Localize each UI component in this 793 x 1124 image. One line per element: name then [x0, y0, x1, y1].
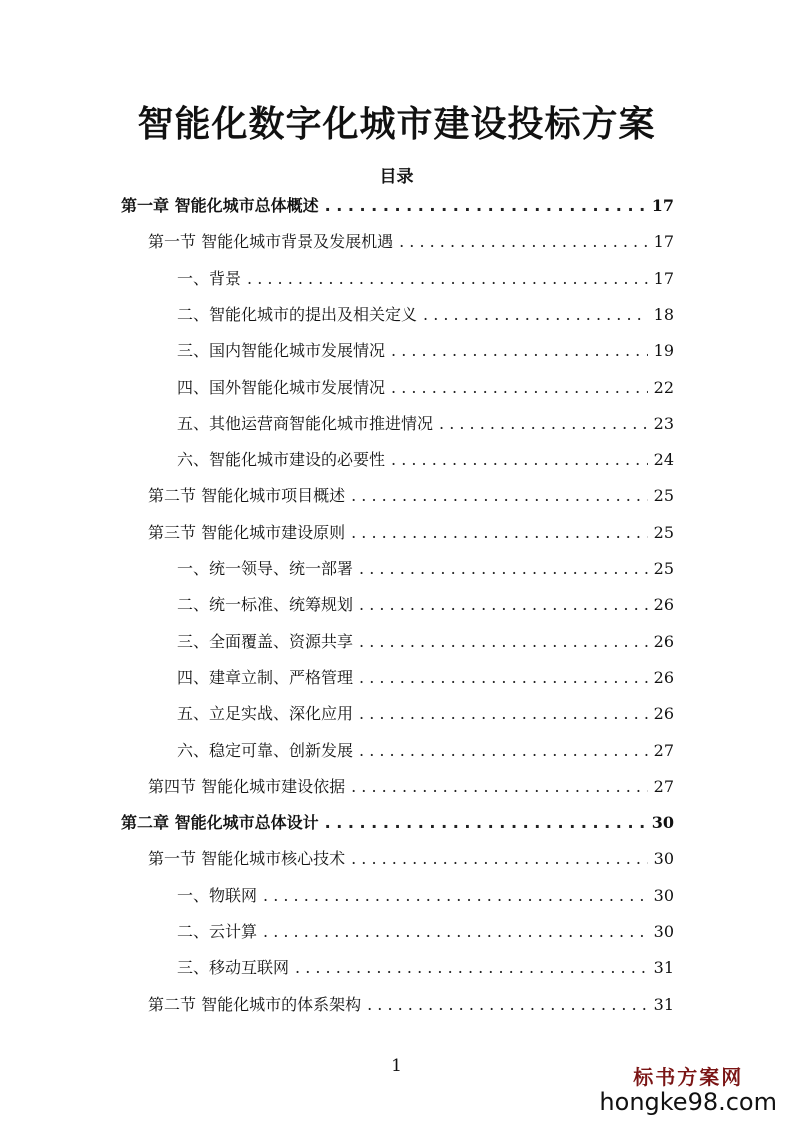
toc-entry-page: 22	[653, 377, 674, 397]
toc-entry[interactable]	[177, 912, 674, 942]
toc-entry-page: 30	[653, 849, 674, 869]
toc-dot-leader	[391, 341, 648, 361]
toc-entry[interactable]	[121, 803, 674, 833]
toc-entry-page: 23	[653, 413, 674, 433]
toc-entry-page: 17	[651, 196, 674, 215]
toc-dot-leader	[351, 849, 648, 869]
toc-entry[interactable]	[148, 222, 674, 252]
toc-entry[interactable]	[148, 985, 674, 1015]
toc-entry-page: 26	[653, 704, 674, 724]
toc-dot-leader	[399, 232, 648, 252]
toc-entry-page: 26	[653, 595, 674, 615]
toc-entry-page: 19	[653, 341, 674, 361]
watermark-url: hongke98.com	[599, 1088, 777, 1116]
toc-entry[interactable]	[177, 585, 674, 615]
toc-heading: 目录	[379, 167, 414, 187]
toc-entry-page: 27	[653, 776, 674, 796]
toc-dot-leader	[423, 305, 648, 325]
toc-entry-label: 第一节 智能化城市核心技术	[148, 849, 346, 869]
toc-entry-label: 六、稳定可靠、创新发展	[177, 740, 354, 760]
toc-entry[interactable]	[177, 622, 674, 652]
toc-entry-page: 30	[653, 885, 674, 905]
page-number: 1	[391, 1056, 402, 1076]
toc-entry[interactable]	[177, 876, 674, 906]
toc-entry[interactable]	[177, 368, 674, 398]
toc-entry[interactable]	[148, 767, 674, 797]
toc-entry[interactable]	[148, 476, 674, 506]
toc-entry[interactable]	[177, 658, 674, 688]
toc-entry-page: 18	[653, 304, 674, 324]
toc-entry-label: 第二章 智能化城市总体设计	[121, 813, 319, 833]
toc-dot-leader	[359, 595, 648, 615]
toc-dot-leader	[247, 269, 648, 289]
toc-entry[interactable]	[148, 513, 674, 543]
toc-entry-label: 五、其他运营商智能化城市推进情况	[177, 413, 434, 433]
toc-entry-page: 27	[653, 740, 674, 760]
toc-entry[interactable]	[121, 186, 674, 216]
watermark-logo	[599, 1061, 777, 1116]
toc-dot-leader	[351, 777, 648, 797]
toc-entry[interactable]	[148, 839, 674, 869]
toc-entry-page: 24	[653, 450, 674, 470]
toc-entry[interactable]	[177, 694, 674, 724]
toc-entry-page: 30	[653, 922, 674, 941]
toc-entry-label: 五、立足实战、深化应用	[177, 704, 354, 724]
toc-entry-label: 三、国内智能化城市发展情况	[177, 341, 386, 361]
toc-dot-leader	[359, 632, 648, 652]
toc-entry-label: 第四节 智能化城市建设依据	[148, 776, 346, 796]
toc-dot-leader	[295, 958, 648, 978]
toc-entry[interactable]	[177, 440, 674, 470]
toc-dot-leader	[359, 559, 648, 579]
toc-dot-leader	[359, 704, 648, 724]
toc-entry-label: 四、国外智能化城市发展情况	[177, 377, 386, 397]
toc-entry[interactable]	[177, 404, 674, 434]
toc-dot-leader	[263, 922, 648, 942]
toc-entry-label: 四、建章立制、严格管理	[177, 667, 354, 687]
toc-entry-page: 31	[653, 994, 674, 1014]
toc-dot-leader	[391, 450, 648, 470]
toc-dot-leader	[359, 741, 648, 761]
toc-entry-page: 26	[653, 631, 674, 651]
toc-entry-page: 26	[653, 667, 674, 687]
toc-entry[interactable]	[177, 549, 674, 579]
toc-dot-leader	[325, 196, 646, 216]
toc-entry-label: 第二节 智能化城市项目概述	[148, 486, 346, 506]
toc-entry[interactable]	[177, 259, 674, 289]
toc-dot-leader	[325, 813, 646, 833]
toc-entry-label: 一、物联网	[177, 885, 258, 905]
watermark-brand: 标书方案网	[633, 1065, 744, 1089]
toc-dot-leader	[439, 414, 648, 434]
toc-entry-label: 一、背景	[177, 268, 242, 288]
toc-dot-leader	[359, 668, 648, 688]
toc-entry-label: 一、统一领导、统一部署	[177, 559, 354, 578]
toc-entry-label: 第一章 智能化城市总体概述	[121, 196, 319, 215]
toc-entry-label: 第三节 智能化城市建设原则	[148, 522, 346, 542]
toc-entry-label: 三、全面覆盖、资源共享	[177, 631, 354, 651]
toc-entry[interactable]	[177, 731, 674, 761]
toc-entry-page: 31	[653, 958, 674, 978]
toc-entry[interactable]	[177, 331, 674, 361]
toc-dot-leader	[391, 378, 648, 398]
toc-dot-leader	[351, 523, 648, 543]
toc-entry-label: 二、云计算	[177, 922, 258, 941]
toc-entry-label: 二、智能化城市的提出及相关定义	[177, 304, 418, 324]
toc-entry-label: 第二节 智能化城市的体系架构	[148, 994, 362, 1014]
toc-dot-leader	[367, 995, 648, 1015]
toc-entry-label: 三、移动互联网	[177, 958, 290, 978]
toc-entry[interactable]	[177, 948, 674, 978]
toc-entry-label: 六、智能化城市建设的必要性	[177, 450, 386, 470]
toc-entry[interactable]	[177, 295, 674, 325]
toc-entry-page: 25	[653, 486, 674, 506]
toc-entry-page: 25	[653, 559, 674, 578]
toc-entry-page: 25	[653, 522, 674, 542]
toc-entry-label: 二、统一标准、统筹规划	[177, 595, 354, 615]
document-title: 智能化数字化城市建设投标方案	[137, 104, 656, 145]
toc-dot-leader	[263, 886, 648, 906]
toc-entry-page: 17	[653, 268, 674, 288]
toc-entry-page: 30	[651, 813, 674, 833]
toc-dot-leader	[351, 486, 648, 506]
toc-entry-label: 第一节 智能化城市背景及发展机遇	[148, 232, 394, 252]
toc-entry-page: 17	[653, 232, 674, 252]
